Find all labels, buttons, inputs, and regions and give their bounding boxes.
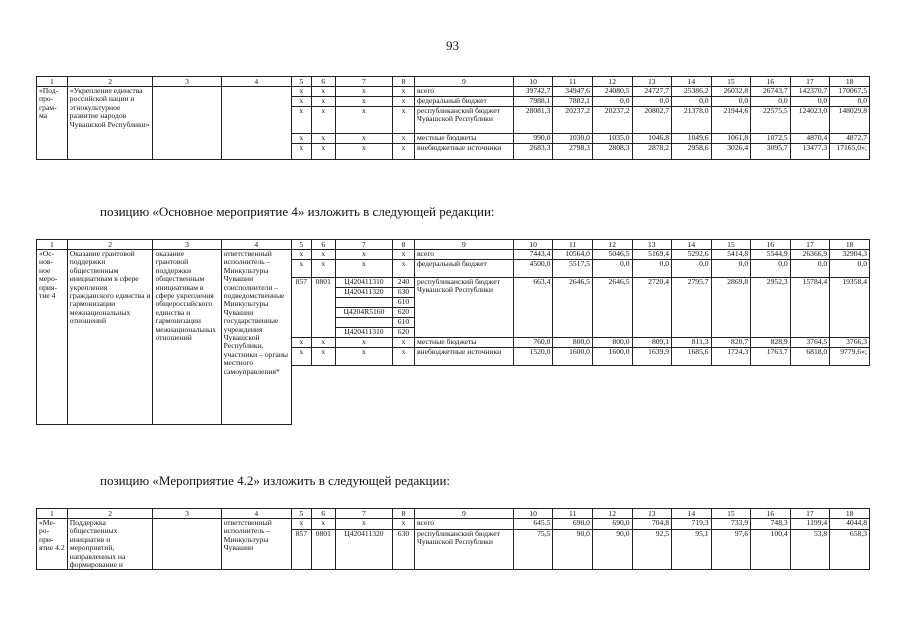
value-cell: 2869,8 [711,278,751,338]
column-number: 17 [790,509,830,519]
value-cell: 5414,8 [711,250,751,260]
value-cell: 3764,5 [790,338,830,348]
column-number: 3 [153,240,221,250]
table-cell [414,366,513,425]
value-cell: 5169,4 [632,250,672,260]
value-cell: 1600,0 [553,348,593,366]
table-cell [335,366,392,425]
value-cell: 820,7 [711,338,751,348]
value-cell: 2646,5 [553,278,593,338]
column-number: 1 [37,509,68,519]
value-cell: 148029,8 [830,107,870,134]
column-number: 3 [153,77,221,87]
expense-type-cell: 610 [393,318,415,328]
column-number: 16 [751,77,791,87]
value-cell: 1685,6 [672,348,712,366]
value-cell: 704,8 [632,519,672,530]
funding-source-cell: федеральный бюджет [414,260,513,278]
value-cell: 0,0 [592,260,632,278]
value-cell: 92,5 [632,529,672,570]
value-cell: 25386,2 [672,87,712,97]
value-cell: 1763,7 [751,348,791,366]
value-cell: 20237,2 [592,107,632,134]
code-cell: x [335,250,392,260]
value-cell: 663,4 [513,278,553,338]
value-cell: 26743,7 [751,87,791,97]
column-number: 11 [553,77,593,87]
value-cell: 0,0 [672,260,712,278]
value-cell: 3766,3 [830,338,870,348]
code-cell: 0801 [311,529,335,570]
table-event-4-2 [36,508,870,570]
funding-source-cell: внебюджетные источники [414,144,513,160]
column-number: 18 [830,77,870,87]
value-cell: 20802,7 [632,107,672,134]
code-cell: x [311,97,335,107]
value-cell: 100,4 [751,529,791,570]
code-cell: x [291,144,311,160]
table-cell [153,87,221,160]
value-cell: 39742,7 [513,87,553,97]
code-cell: x [311,260,335,278]
table-main-event-4 [36,239,870,425]
code-cell: x [393,250,415,260]
column-number: 2 [67,77,153,87]
value-cell: 0,0 [751,97,791,107]
expense-type-cell: 620 [393,308,415,318]
value-cell: 690,0 [553,519,593,530]
code-cell: x [393,87,415,97]
funding-source-cell: местные бюджеты [414,338,513,348]
value-cell: 990,0 [513,134,553,144]
code-cell: x [393,338,415,348]
value-cell: 2720,4 [632,278,672,338]
column-number: 6 [311,509,335,519]
column-number: 18 [830,240,870,250]
value-cell: 0,0 [632,97,672,107]
funding-source-cell: республиканский бюджет Чувашской Республики [414,278,513,338]
value-cell: 1724,3 [711,348,751,366]
code-cell: 857 [291,278,311,338]
target-article-cell: Ц420411310 [335,328,392,338]
value-cell: 3095,7 [751,144,791,160]
table-cell [553,366,593,425]
value-cell: 809,1 [632,338,672,348]
column-number: 11 [553,509,593,519]
value-cell: 26032,8 [711,87,751,97]
value-cell: 22575,5 [751,107,791,134]
code-cell: x [393,260,415,278]
column-number: 8 [393,509,415,519]
value-cell: 28081,3 [513,107,553,134]
code-cell: x [291,97,311,107]
value-cell: 5292,6 [672,250,712,260]
funding-source-cell: местные бюджеты [414,134,513,144]
funding-source-cell: внебюджетные источники [414,348,513,366]
value-cell: 1072,5 [751,134,791,144]
executor-cell: ответственный исполнитель – Минкультуры Чувашии соисполнители – подведомственные Минкультуры Чувашии государственные учреждения Чувашской Республики, участники – органы местного самоуправления* [221,250,291,425]
value-cell: 1049,6 [672,134,712,144]
column-number: 10 [513,77,553,87]
value-cell: 719,3 [672,519,712,530]
column-number: 15 [711,77,751,87]
column-number: 9 [414,240,513,250]
code-cell: x [291,338,311,348]
code-cell: x [335,260,392,278]
value-cell: 1046,8 [632,134,672,144]
column-number: 11 [553,240,593,250]
value-cell: 0,0 [830,260,870,278]
table-cell [632,366,672,425]
code-cell: 0801 [311,278,335,338]
executor-cell: ответственный исполнитель – Минкультуры Чувашии [221,519,291,570]
value-cell: 7882,1 [553,97,593,107]
column-number: 4 [221,509,291,519]
row-type-cell: «Под- про- грам- ма [37,87,68,160]
code-cell: x [311,348,335,366]
value-cell: 170067,5 [830,87,870,97]
column-number: 12 [592,77,632,87]
code-cell: x [291,87,311,97]
value-cell: 1030,0 [553,134,593,144]
value-cell: 9779,6»; [830,348,870,366]
column-number: 14 [672,240,712,250]
value-cell: 828,9 [751,338,791,348]
value-cell: 690,0 [592,519,632,530]
code-cell: x [311,250,335,260]
code-cell: x [335,107,392,134]
row-type-cell: «Ос- нов- ное меро- прия- тие 4 [37,250,68,425]
table-cell [751,366,791,425]
column-number: 9 [414,77,513,87]
table-subprogram [36,76,870,160]
table-cell [592,366,632,425]
table-row [37,519,870,530]
table-header-row [37,509,870,519]
column-number: 5 [291,77,311,87]
value-cell: 19358,4 [830,278,870,338]
value-cell: 2798,3 [553,144,593,160]
table-cell [830,366,870,425]
column-number: 14 [672,509,712,519]
value-cell: 24727,7 [632,87,672,97]
value-cell: 20237,2 [553,107,593,134]
code-cell: x [335,97,392,107]
value-cell: 1639,9 [632,348,672,366]
column-number: 16 [751,240,791,250]
code-cell: x [291,260,311,278]
table-header-row [37,77,870,87]
paragraph-event-4-2: позицию «Мероприятие 4.2» изложить в следующей редакции: [100,473,451,488]
table-cell [513,366,553,425]
target-article-cell [335,318,392,328]
value-cell: 7443,4 [513,250,553,260]
paragraph-main-event-4: позицию «Основное мероприятие 4» изложить в следующей редакции: [100,204,495,219]
page-number: 93 [446,38,459,53]
value-cell: 0,0 [830,97,870,107]
value-cell: 13477,3 [790,144,830,160]
column-number: 12 [592,509,632,519]
value-cell: 7988,1 [513,97,553,107]
code-cell: x [311,519,335,530]
table-cell [221,87,291,160]
table-header-row [37,240,870,250]
value-cell: 800,0 [553,338,593,348]
value-cell: 0,0 [632,260,672,278]
funding-source-cell: всего [414,87,513,97]
value-cell: 0,0 [592,97,632,107]
column-number: 7 [335,509,392,519]
value-cell: 2683,3 [513,144,553,160]
code-cell: 857 [291,529,311,570]
value-cell: 1600,0 [592,348,632,366]
column-number: 4 [221,240,291,250]
code-cell: x [311,144,335,160]
target-article-cell: Ц4204R5160 [335,308,392,318]
column-number: 14 [672,77,712,87]
table-cell [672,366,712,425]
value-cell: 0,0 [672,97,712,107]
value-cell: 0,0 [711,97,751,107]
column-number: 2 [67,240,153,250]
code-cell: x [335,87,392,97]
code-cell: x [393,107,415,134]
column-number: 17 [790,240,830,250]
column-number: 13 [632,240,672,250]
value-cell: 2795,7 [672,278,712,338]
value-cell: 2808,3 [592,144,632,160]
name-cell: Поддержка общественных инициатив и мероприятий, направленных на формирование и [67,519,153,570]
value-cell: 53,8 [790,529,830,570]
expense-type-cell: 630 [393,288,415,298]
code-cell: x [311,107,335,134]
column-number: 7 [335,77,392,87]
code-cell: x [393,348,415,366]
value-cell: 0,0 [790,260,830,278]
column-number: 2 [67,509,153,519]
table-cell [291,366,311,425]
funding-source-cell: республиканский бюджет Чувашской Республики [414,107,513,134]
value-cell: 90,0 [553,529,593,570]
code-cell: x [291,250,311,260]
code-cell: x [393,519,415,530]
column-number: 3 [153,509,221,519]
value-cell: 2952,3 [751,278,791,338]
expense-type-cell: 630 [393,529,415,570]
table-cell [393,366,415,425]
value-cell: 95,1 [672,529,712,570]
value-cell: 124023,0 [790,107,830,134]
value-cell: 24080,5 [592,87,632,97]
column-number: 10 [513,509,553,519]
column-number: 7 [335,240,392,250]
value-cell: 5544,9 [751,250,791,260]
code-cell: x [291,519,311,530]
value-cell: 1035,0 [592,134,632,144]
column-number: 9 [414,509,513,519]
code-cell: x [393,144,415,160]
value-cell: 1199,4 [790,519,830,530]
column-number: 6 [311,240,335,250]
code-cell: x [335,134,392,144]
value-cell: 15784,4 [790,278,830,338]
code-cell: x [335,338,392,348]
value-cell: 2646,5 [592,278,632,338]
column-number: 5 [291,240,311,250]
code-cell: x [311,134,335,144]
value-cell: 142370,7 [790,87,830,97]
value-cell: 658,3 [830,529,870,570]
column-number: 1 [37,240,68,250]
column-number: 15 [711,509,751,519]
value-cell: 4500,0 [513,260,553,278]
expense-type-cell: 610 [393,298,415,308]
name-cell: «Укрепление единства российской нации и этнокультурное развитие народов Чувашской Республики» [67,87,153,160]
target-article-cell: Ц420411310 [335,278,392,288]
value-cell: 1520,0 [513,348,553,366]
funding-source-cell: республиканский бюджет Чувашской Республики [414,529,513,570]
code-cell: x [311,338,335,348]
value-cell: 748,3 [751,519,791,530]
target-article-cell: Ц420411320 [335,288,392,298]
value-cell: 21944,6 [711,107,751,134]
table-cell [711,366,751,425]
value-cell: 2958,6 [672,144,712,160]
target-article-cell [335,298,392,308]
column-number: 6 [311,77,335,87]
value-cell: 733,9 [711,519,751,530]
value-cell: 2878,2 [632,144,672,160]
funding-source-cell: всего [414,250,513,260]
column-number: 4 [221,77,291,87]
value-cell: 4870,4 [790,134,830,144]
column-number: 13 [632,77,672,87]
column-number: 12 [592,240,632,250]
value-cell: 21378,0 [672,107,712,134]
column-number: 5 [291,509,311,519]
value-cell: 811,3 [672,338,712,348]
table-cell [153,519,221,570]
table-row [37,250,870,260]
code-cell: x [311,87,335,97]
value-cell: 6818,0 [790,348,830,366]
code-cell: x [335,144,392,160]
value-cell: 34947,6 [553,87,593,97]
value-cell: 5046,5 [592,250,632,260]
value-cell: 75,5 [513,529,553,570]
value-cell: 0,0 [711,260,751,278]
table-row [37,87,870,97]
expense-type-cell: 240 [393,278,415,288]
value-cell: 0,0 [751,260,791,278]
value-cell: 32904,3 [830,250,870,260]
code-cell: x [291,107,311,134]
code-cell: x [335,348,392,366]
code-cell: x [393,97,415,107]
column-number: 1 [37,77,68,87]
column-number: 13 [632,509,672,519]
funding-source-cell: федеральный бюджет [414,97,513,107]
value-cell: 0,0 [790,97,830,107]
code-cell: x [393,134,415,144]
value-cell: 10564,0 [553,250,593,260]
row-type-cell: «Ме- ро- при- ятие 4.2 [37,519,68,570]
column-number: 8 [393,77,415,87]
column-number: 16 [751,509,791,519]
value-cell: 800,0 [592,338,632,348]
value-cell: 4872,7 [830,134,870,144]
column-number: 18 [830,509,870,519]
code-cell: x [335,519,392,530]
value-cell: 4044,8 [830,519,870,530]
code-cell: x [291,134,311,144]
value-cell: 26366,9 [790,250,830,260]
target-article-cell: Ц420411320 [335,529,392,570]
column-number: 8 [393,240,415,250]
value-cell: 645,5 [513,519,553,530]
column-number: 10 [513,240,553,250]
value-cell: 5517,5 [553,260,593,278]
column-number: 17 [790,77,830,87]
name-cell: Оказание грантовой поддержки общественным инициативам в сфере укрепления гражданского единства и гармонизации межнациональных отношений [67,250,153,425]
table-cell [311,366,335,425]
funding-source-cell: всего [414,519,513,530]
value-cell: 3026,4 [711,144,751,160]
table-cell [790,366,830,425]
value-cell: 17165,0»; [830,144,870,160]
value-cell: 1061,8 [711,134,751,144]
expense-type-cell: 620 [393,328,415,338]
value-cell: 760,0 [513,338,553,348]
column-number: 15 [711,240,751,250]
value-cell: 90,0 [592,529,632,570]
code-cell: x [291,348,311,366]
result-cell: оказание грантовой поддержки общественным инициативам в сфере укрепления общероссийского единства и гармонизации межнациональных отношений [153,250,221,425]
value-cell: 97,6 [711,529,751,570]
